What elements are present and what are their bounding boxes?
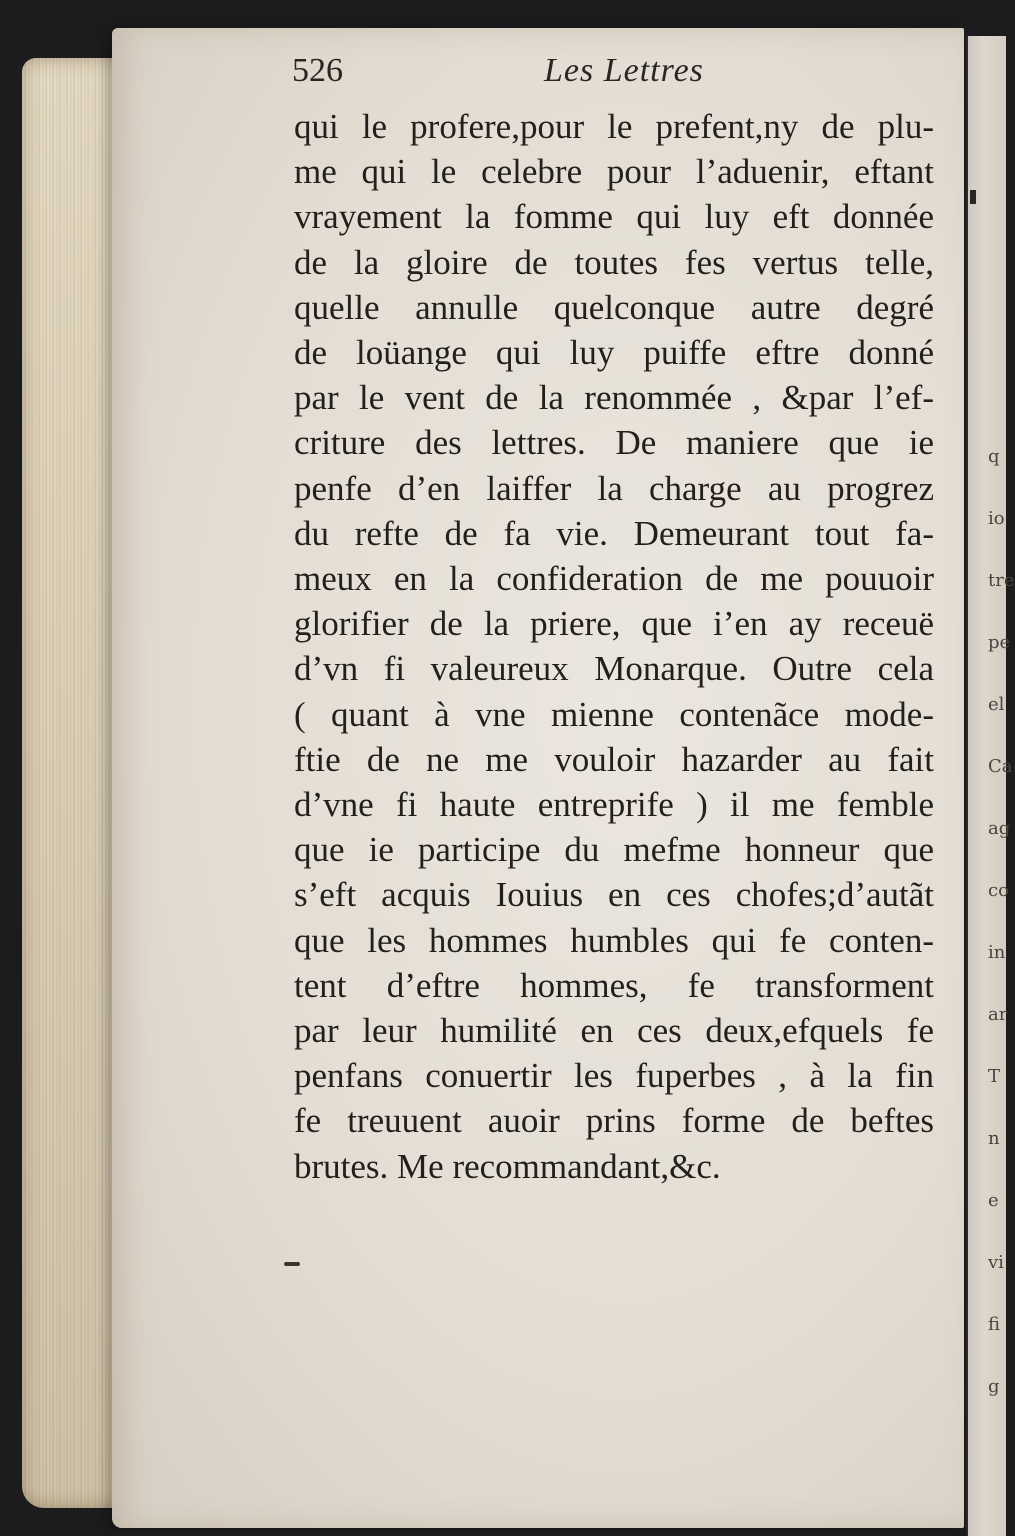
running-title: Les Lettres [544,52,704,89]
text-line: s’eft acquis Iouius en ces chofes;d’autãt [294,875,934,915]
running-head [292,52,732,102]
text-line: me qui le celebre pour l’aduenir, eftant [294,152,934,192]
facing-page-fragment: Ca [988,756,1013,777]
facing-page-edge [966,36,1015,1536]
text-line: qui le profere,pour le prefent,ny de plu- [294,107,934,146]
facing-page-fragment: el [988,694,1005,715]
facing-page-fragment: g [988,1376,1000,1397]
facing-page-fragment: T [988,1066,1001,1087]
facing-page-fragment: ar [988,1004,1008,1025]
facing-page-fragment: vi [988,1252,1004,1273]
text-line: que ie participe du mefme honneur que [294,830,934,870]
text-line: glorifier de la priere, que i’en ay receuë [294,604,934,644]
text-line: brutes. Me recommandant,&c. [294,1146,721,1186]
facing-page-fragment: in [988,942,1006,963]
body-text [294,104,934,1189]
facing-page-fragment: e [988,1190,999,1211]
facing-page-fragment: q [988,446,1000,467]
text-line: de la gloire de toutes fes vertus telle, [294,242,934,282]
facing-page-fragment: tre [988,570,1015,591]
text-line: par leur humilité en ces deux,efquels fe [294,1011,934,1051]
text-line: d’vn fi valeureux Monarque. Outre cela [294,649,934,689]
text-line: criture des lettres. De maniere que ie [294,423,934,463]
margin-mark [970,190,976,204]
text-line: d’vne fi haute entreprife ) il me femble [294,785,934,825]
text-line: meux en la confideration de me pouuoir [294,559,934,599]
text-line: vrayement la fomme qui luy eft donnée [294,197,934,237]
facing-page-fragment: co [988,880,1009,901]
text-line: quelle annulle quelconque autre degré [294,287,934,327]
facing-page-fragment: ag [988,818,1011,839]
facing-page-fragment: pe [988,632,1011,653]
ink-mark [284,1262,300,1266]
text-line: ftie de ne me vouloir hazarder au fait [294,739,934,779]
text-line: tent d’eftre hommes, fe transforment [294,965,934,1005]
text-line: que les hommes humbles qui fe conten- [294,920,934,960]
facing-page-fragment: io [988,508,1005,529]
text-line: du refte de fa vie. Demeurant tout fa- [294,513,934,553]
facing-page-fragment: n [988,1128,1000,1149]
text-line: penfans conuertir les fuperbes , à la fin [294,1056,934,1096]
page-number: 526 [292,52,343,89]
text-line: fe treuuent auoir prins forme de beftes [294,1101,934,1141]
text-line: de loüange qui luy puiffe eftre donné [294,333,934,373]
text-line: par le vent de la renommée , &par l’ef- [294,378,934,418]
facing-page-fragment: fi [988,1314,1001,1335]
text-line: penfe d’en laiffer la charge au progrez [294,468,934,508]
text-line: ( quant à vne mienne contenãce mode- [294,694,934,734]
